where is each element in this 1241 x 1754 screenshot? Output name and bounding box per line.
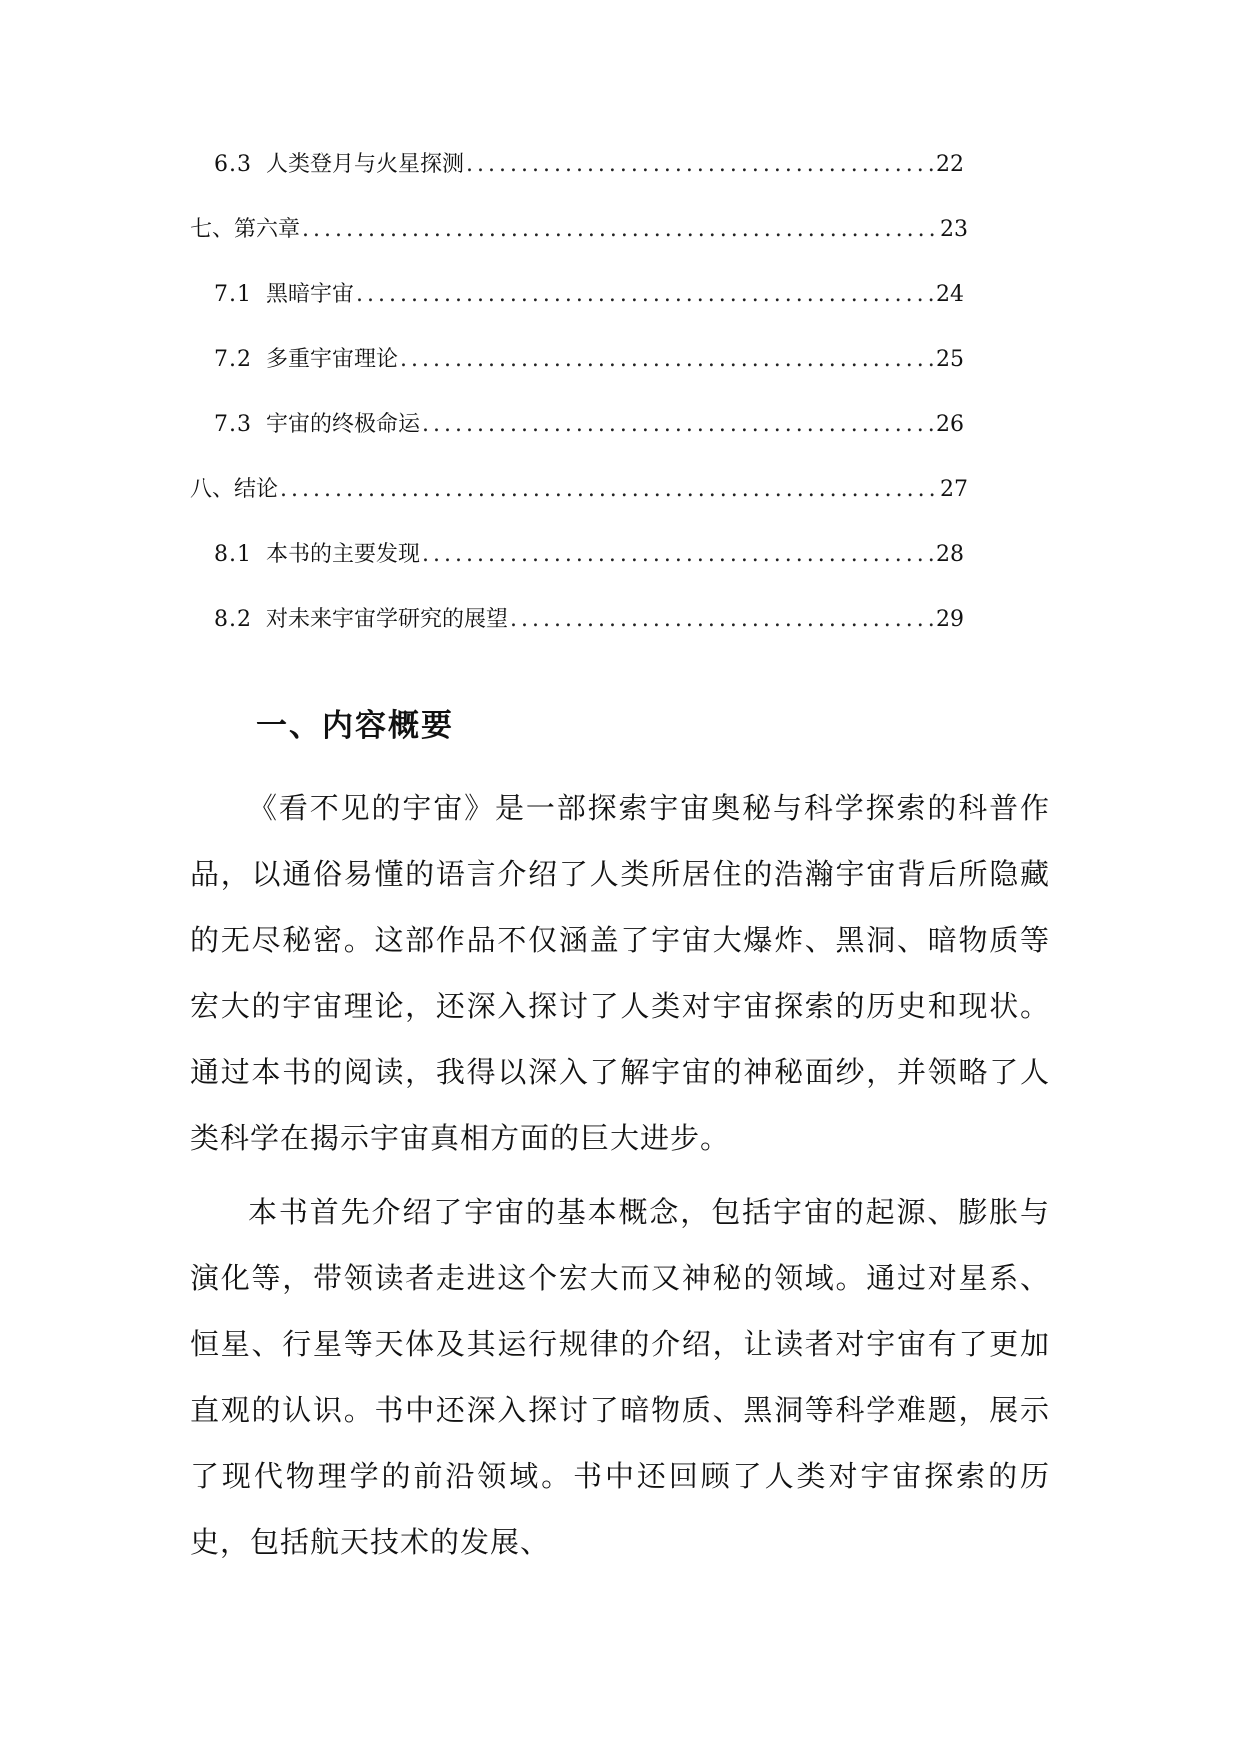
toc-leader-dots [356, 275, 934, 315]
section-heading: 一、内容概要 [256, 708, 454, 744]
toc-entry-number: 6.3 [214, 152, 252, 177]
toc-leader-dots [466, 145, 934, 185]
toc-entry-title: 七、第六章 [190, 217, 301, 242]
toc-entry[interactable] [190, 600, 964, 665]
toc-entry[interactable] [190, 535, 964, 600]
toc-entry-page: 26 [936, 412, 964, 437]
toc-leader-dots [400, 340, 934, 380]
toc-entry[interactable] [190, 470, 968, 535]
toc-leader-dots [280, 470, 938, 510]
toc-leader-dots [302, 210, 938, 250]
toc-entry-page: 29 [936, 607, 964, 632]
toc-entry-number: 7.3 [214, 412, 252, 437]
toc-entry-page: 22 [936, 152, 964, 177]
toc-entry[interactable] [190, 405, 964, 470]
toc-entry-page: 24 [936, 282, 964, 307]
body-paragraph: 《看不见的宇宙》是一部探索宇宙奥秘与科学探索的科普作品，以通俗易懂的语言介绍了人类所居住的浩瀚宇宙背后所隐藏的无尽秘密。这部作品不仅涵盖了宇宙大爆炸、黑洞、暗物质等宏大的宇宙理论，还深入探讨了人类对宇宙探索的历史和现状。通过本书的阅读，我得以深入了解宇宙的神秘面纱，并领略了人类科学在揭示宇宙真相方面的巨大进步。 [190, 791, 1050, 1155]
toc-leader-dots [422, 535, 934, 575]
toc-entry-title: 本书的主要发现 [266, 542, 421, 567]
toc-leader-dots [422, 405, 934, 445]
toc-entry[interactable] [190, 210, 968, 275]
toc-entry-title: 人类登月与火星探测 [266, 152, 465, 177]
body-paragraph: 本书首先介绍了宇宙的基本概念，包括宇宙的起源、膨胀与演化等，带领读者走进这个宏大而又神秘的领域。通过对星系、恒星、行星等天体及其运行规律的介绍，让读者对宇宙有了更加直观的认识。书中还深入探讨了暗物质、黑洞等科学难题，展示了现代物理学的前沿领域。书中还回顾了人类对宇宙探索的历史，包括航天技术的发展、 [190, 1195, 1050, 1559]
toc-entry-page: 23 [940, 217, 968, 242]
toc-entry[interactable] [190, 145, 964, 210]
section-body [190, 775, 1050, 1583]
toc-entry-title: 对未来宇宙学研究的展望 [266, 607, 509, 632]
toc-entry-title: 多重宇宙理论 [266, 347, 399, 372]
toc-entry-page: 27 [940, 477, 968, 502]
toc-entry-number: 8.1 [214, 542, 252, 567]
toc-leader-dots [510, 600, 934, 640]
toc-entry[interactable] [190, 275, 964, 340]
toc-entry-title: 黑暗宇宙 [266, 282, 355, 307]
toc-entry-title: 宇宙的终极命运 [266, 412, 421, 437]
table-of-contents [190, 145, 968, 665]
toc-entry[interactable] [190, 340, 964, 405]
toc-entry-title: 八、结论 [190, 477, 279, 502]
toc-entry-number: 7.1 [214, 282, 252, 307]
toc-entry-page: 28 [936, 542, 964, 567]
toc-entry-number: 7.2 [214, 347, 252, 372]
toc-entry-page: 25 [936, 347, 964, 372]
toc-entry-number: 8.2 [214, 607, 252, 632]
